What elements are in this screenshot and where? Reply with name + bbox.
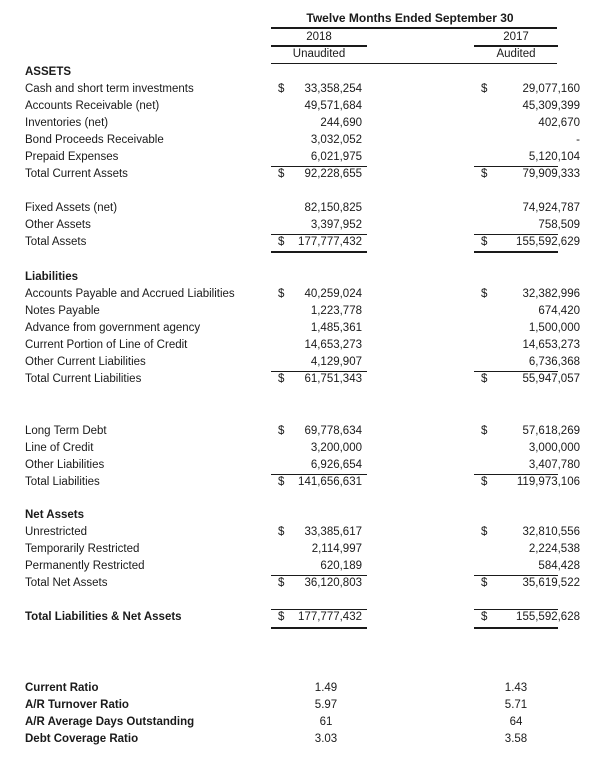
- currency-symbol: $: [481, 577, 488, 589]
- value-2017: 57,618,269: [522, 425, 580, 437]
- value-2018: 1,223,778: [310, 305, 362, 317]
- currency-symbol: $: [278, 236, 285, 248]
- value-2018: 4,129,907: [310, 356, 362, 368]
- table-row: [0, 526, 608, 543]
- currency-symbol: $: [481, 83, 488, 95]
- row-label: Current Portion of Line of Credit: [25, 339, 188, 351]
- value-2017: 155,592,628: [516, 611, 580, 623]
- value-2017: 45,309,399: [522, 100, 580, 112]
- value-2017: 3,000,000: [528, 442, 580, 454]
- row-label: Notes Payable: [25, 305, 100, 317]
- value-2017: 35,619,522: [522, 577, 580, 589]
- liabilities-heading: Liabilities: [25, 271, 79, 283]
- value-2018: 141,656,631: [298, 476, 362, 488]
- total-rule-2018: [271, 609, 367, 610]
- row-label: Total Current Liabilities: [25, 373, 142, 385]
- currency-symbol: $: [481, 288, 488, 300]
- currency-symbol: $: [278, 373, 285, 385]
- assets-heading-row: [0, 66, 608, 83]
- currency-symbol: $: [481, 425, 488, 437]
- total-rule-2018: [271, 234, 367, 235]
- value-2017: 3,407,780: [528, 459, 580, 471]
- liabilities-heading-row: [0, 271, 608, 288]
- value-2017: -: [576, 134, 580, 146]
- column-status-2017: Audited: [496, 48, 536, 60]
- ratio-value-2018: 3.03: [314, 733, 338, 745]
- currency-symbol: $: [278, 611, 285, 623]
- ratio-row: [0, 716, 608, 733]
- table-row: [0, 305, 608, 322]
- value-2018: 14,653,273: [304, 339, 362, 351]
- value-2018: 49,571,684: [304, 100, 362, 112]
- total-rule-2017: [474, 575, 558, 576]
- table-row: [0, 134, 608, 151]
- column-year-2017: 2017: [503, 31, 529, 43]
- value-2017: 584,428: [538, 560, 580, 572]
- ratio-value-2017: 3.58: [504, 733, 528, 745]
- ratio-value-2018: 61: [319, 716, 333, 728]
- currency-symbol: $: [481, 611, 488, 623]
- row-label: Total Liabilities & Net Assets: [25, 611, 182, 623]
- currency-symbol: $: [278, 425, 285, 437]
- value-2017: 29,077,160: [522, 83, 580, 95]
- value-2018: 620,189: [320, 560, 362, 572]
- currency-symbol: $: [481, 476, 488, 488]
- row-label: Unrestricted: [25, 526, 87, 538]
- total-rule-2018: [271, 575, 367, 576]
- value-2018: 61,751,343: [304, 373, 362, 385]
- value-2018: 40,259,024: [304, 288, 362, 300]
- table-row: [0, 373, 608, 390]
- status-rule: [271, 63, 557, 64]
- row-label: Total Current Assets: [25, 168, 128, 180]
- ratio-value-2017: 1.43: [504, 682, 528, 694]
- value-2017: 119,973,106: [516, 476, 580, 488]
- row-label: Other Current Liabilities: [25, 356, 146, 368]
- row-label: Line of Credit: [25, 442, 94, 454]
- currency-symbol: $: [481, 236, 488, 248]
- value-2017: 674,420: [538, 305, 580, 317]
- ratio-row: [0, 733, 608, 750]
- value-2017: 14,653,273: [522, 339, 580, 351]
- row-label: Prepaid Expenses: [25, 151, 119, 163]
- row-label: Cash and short term investments: [25, 83, 194, 95]
- value-2017: 32,382,996: [522, 288, 580, 300]
- total-rule-2017: [474, 251, 558, 253]
- table-row: [0, 83, 608, 100]
- value-2017: 74,924,787: [522, 202, 580, 214]
- ratio-value-2018: 1.49: [314, 682, 338, 694]
- column-year-2018: 2018: [306, 31, 332, 43]
- ratio-label: A/R Turnover Ratio: [25, 699, 129, 711]
- value-2018: 3,200,000: [310, 442, 362, 454]
- table-row: [0, 543, 608, 560]
- table-row: [0, 202, 608, 219]
- total-rule-2018: [271, 371, 367, 372]
- net-assets-heading: Net Assets: [25, 509, 85, 521]
- table-row: [0, 425, 608, 442]
- total-rule-2018: [271, 166, 367, 167]
- value-2018: 6,926,654: [310, 459, 362, 471]
- value-2017: 2,224,538: [528, 543, 580, 555]
- total-rule-2017: [474, 474, 558, 475]
- ratio-label: Debt Coverage Ratio: [25, 733, 139, 745]
- table-row: [0, 288, 608, 305]
- ratio-label: Current Ratio: [25, 682, 99, 694]
- value-2018: 3,397,952: [310, 219, 362, 231]
- value-2018: 177,777,432: [298, 236, 362, 248]
- assets-heading: ASSETS: [25, 66, 72, 78]
- value-2018: 33,358,254: [304, 83, 362, 95]
- row-label: Other Assets: [25, 219, 91, 231]
- value-2018: 36,120,803: [304, 577, 362, 589]
- currency-symbol: $: [278, 288, 285, 300]
- total-rule-2017: [474, 166, 558, 167]
- table-row: [0, 339, 608, 356]
- value-2018: 1,485,361: [310, 322, 362, 334]
- value-2017: 5,120,104: [528, 151, 580, 163]
- table-row: [0, 322, 608, 339]
- row-label: Total Assets: [25, 236, 87, 248]
- total-rule-2017: [474, 627, 558, 629]
- currency-symbol: $: [278, 476, 285, 488]
- total-rule-2018: [271, 251, 367, 253]
- year-rule-2018: [271, 45, 367, 47]
- row-label: Total Net Assets: [25, 577, 108, 589]
- currency-symbol: $: [278, 577, 285, 589]
- value-2018: 2,114,997: [311, 543, 362, 555]
- row-label: Bond Proceeds Receivable: [25, 134, 164, 146]
- total-rule-2018: [271, 474, 367, 475]
- row-label: Temporarily Restricted: [25, 543, 140, 555]
- value-2017: 32,810,556: [522, 526, 580, 538]
- column-status-2018: Unaudited: [292, 48, 346, 60]
- year-rule-2017: [474, 45, 558, 47]
- currency-symbol: $: [481, 373, 488, 385]
- value-2017: 79,909,333: [522, 168, 580, 180]
- currency-symbol: $: [278, 83, 285, 95]
- table-row: [0, 100, 608, 117]
- total-rule-2017: [474, 234, 558, 235]
- value-2017: 55,947,057: [522, 373, 580, 385]
- total-rule-2017: [474, 609, 558, 610]
- currency-symbol: $: [278, 526, 285, 538]
- table-row: [0, 611, 608, 628]
- row-label: Permanently Restricted: [25, 560, 145, 572]
- net-assets-heading-row: [0, 509, 608, 526]
- ratio-row: [0, 682, 608, 699]
- value-2018: 33,385,617: [304, 526, 362, 538]
- value-2018: 244,690: [320, 117, 362, 129]
- value-2018: 92,228,655: [304, 168, 362, 180]
- table-row: [0, 117, 608, 134]
- ratio-value-2018: 5.97: [314, 699, 338, 711]
- total-rule-2018: [271, 627, 367, 629]
- ratio-row: [0, 699, 608, 716]
- row-label: Other Liabilities: [25, 459, 105, 471]
- ratio-value-2017: 64: [509, 716, 523, 728]
- row-label: Long Term Debt: [25, 425, 107, 437]
- value-2018: 82,150,825: [304, 202, 362, 214]
- value-2018: 3,032,052: [310, 134, 362, 146]
- value-2018: 6,021,975: [310, 151, 362, 163]
- row-label: Advance from government agency: [25, 322, 201, 334]
- ratio-label: A/R Average Days Outstanding: [25, 716, 195, 728]
- row-label: Accounts Receivable (net): [25, 100, 160, 112]
- total-rule-2017: [474, 371, 558, 372]
- row-label: Accounts Payable and Accrued Liabilities: [25, 288, 235, 300]
- row-label: Fixed Assets (net): [25, 202, 118, 214]
- table-row: [0, 442, 608, 459]
- currency-symbol: $: [481, 168, 488, 180]
- header-rule: [271, 27, 557, 29]
- table-row: [0, 577, 608, 594]
- row-label: Inventories (net): [25, 117, 109, 129]
- ratio-value-2017: 5.71: [504, 699, 528, 711]
- row-label: Total Liabilities: [25, 476, 100, 488]
- table-row: [0, 476, 608, 493]
- value-2017: 6,736,368: [528, 356, 580, 368]
- value-2017: 758,509: [538, 219, 580, 231]
- value-2017: 1,500,000: [528, 322, 580, 334]
- value-2018: 69,778,634: [304, 425, 362, 437]
- table-row: [0, 168, 608, 185]
- value-2018: 177,777,432: [298, 611, 362, 623]
- value-2017: 155,592,629: [516, 236, 580, 248]
- currency-symbol: $: [278, 168, 285, 180]
- period-title: Twelve Months Ended September 30: [306, 11, 514, 25]
- currency-symbol: $: [481, 526, 488, 538]
- value-2017: 402,670: [538, 117, 580, 129]
